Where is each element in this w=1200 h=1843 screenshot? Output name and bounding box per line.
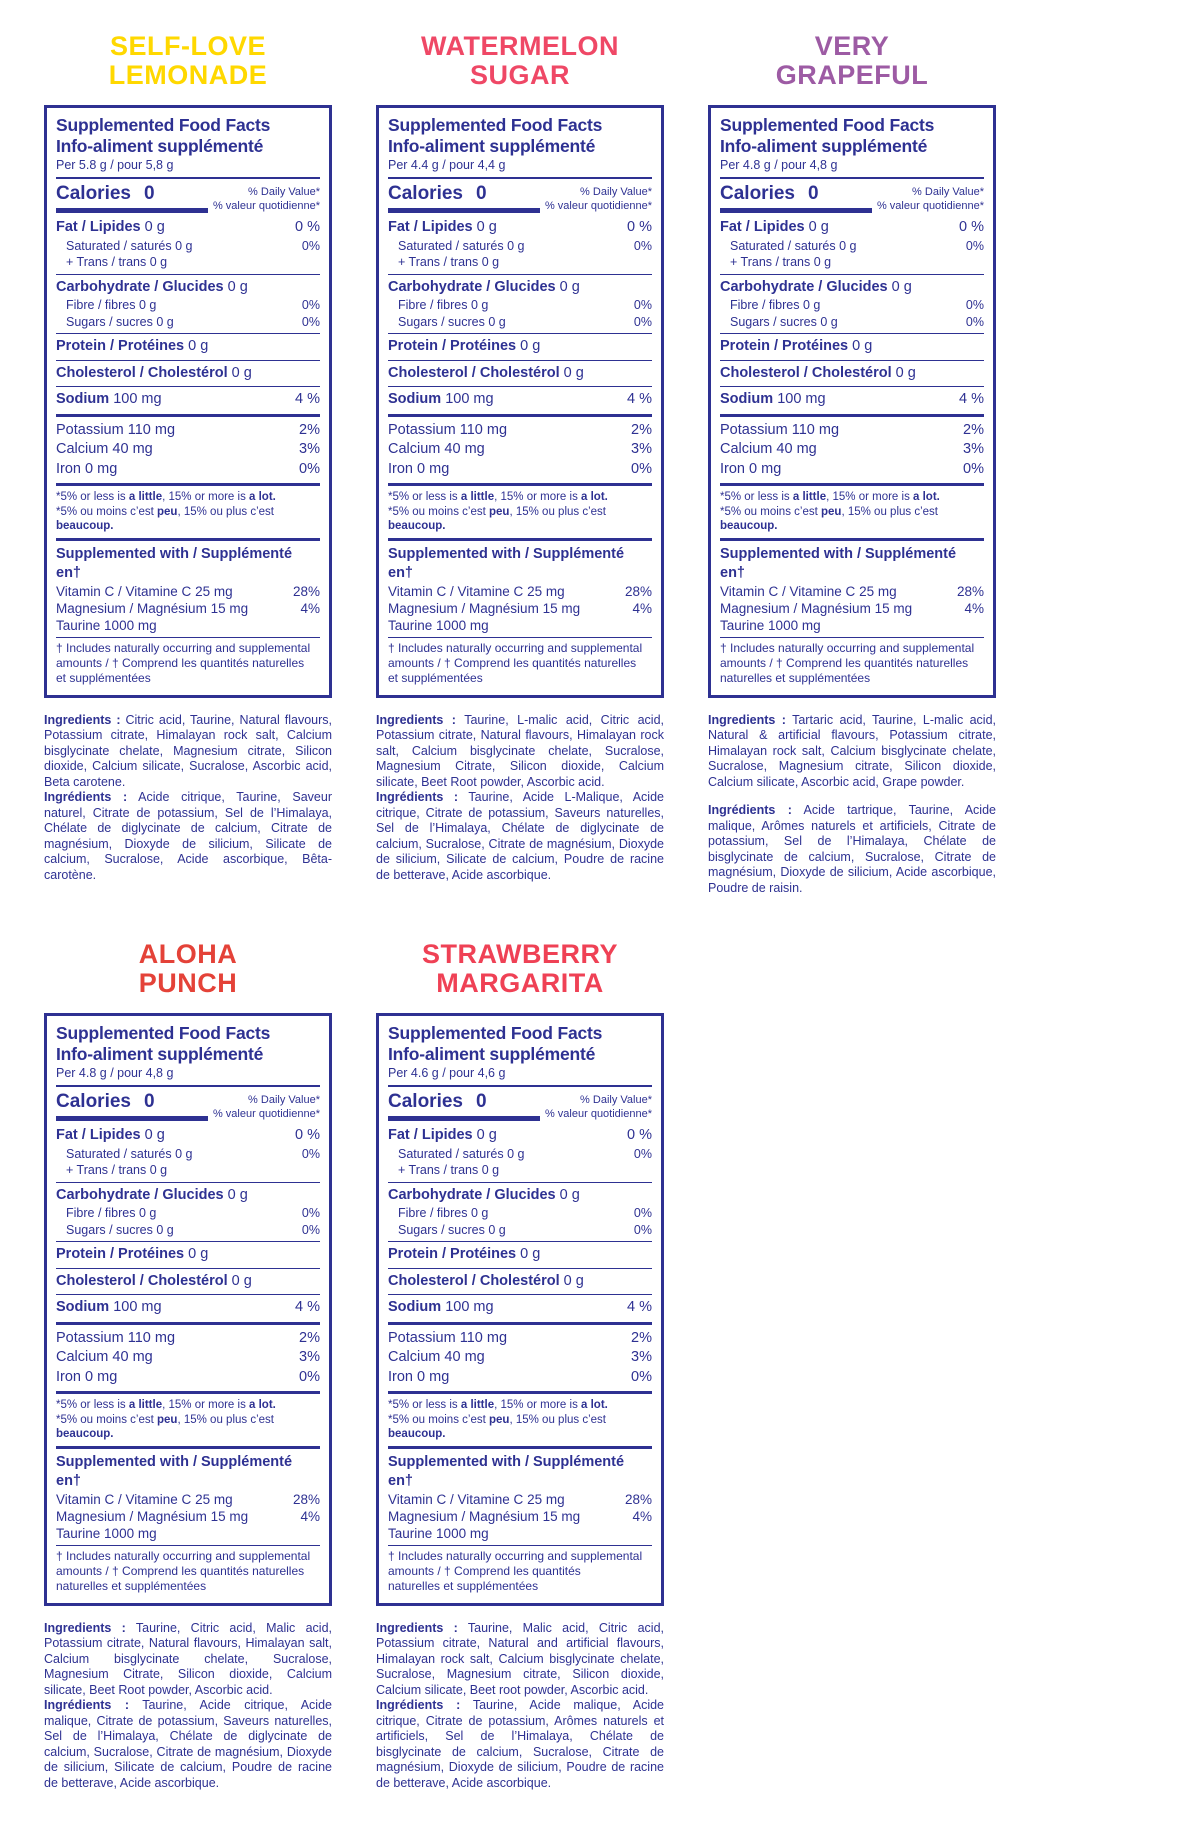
calories-underline <box>56 1116 208 1121</box>
divider <box>720 386 984 387</box>
nutrition-facts-panel <box>376 105 664 698</box>
divider <box>56 1085 320 1087</box>
ingredients-section <box>376 713 664 884</box>
divider <box>720 360 984 361</box>
ingredients-en: Ingredients : Taurine, L-malic acid, Citric acid, Potassium citrate, Natural flavours, Himalayan rock salt, Calcium bisglycinate chelate, Sucralose, Magnesium Citrate, Silicon dioxide, Calcium silicate, Beet Root powder, Ascorbic acid. <box>376 712 664 789</box>
calories-label: Calories 0 <box>388 1091 487 1112</box>
nutrient-row-carbohydrate: Carbohydrate / Glucides 0 g <box>720 278 912 295</box>
divider <box>388 1545 652 1546</box>
calories-label: Calories 0 <box>56 183 155 204</box>
divider <box>56 1446 320 1449</box>
nutrient-row-sugars: Sugars / sucres 0 g 0% <box>66 1222 320 1237</box>
nutrient-row-saturated: Saturated / saturés 0 g 0% <box>398 238 652 253</box>
nutrient-row-carbohydrate: Carbohydrate / Glucides 0 g <box>56 1186 248 1203</box>
nutrient-row-sugars: Sugars / sucres 0 g 0% <box>66 314 320 329</box>
divider <box>388 1182 652 1183</box>
calories-underline <box>388 208 540 213</box>
divider <box>388 414 652 417</box>
flavor-card <box>708 32 996 896</box>
flavor-title-line2: GRAPEFUL <box>775 60 929 90</box>
divider <box>388 333 652 334</box>
daily-value-footnote-fr: *5% ou moins c’est peu, 15% ou plus c’est beaucoup. <box>56 1413 274 1440</box>
panel-title-fr: Info-aliment supplémenté <box>388 135 596 156</box>
nutrient-row-sugars: Sugars / sucres 0 g 0% <box>730 314 984 329</box>
flavor-card <box>376 940 664 1791</box>
dagger-footnote: † Includes naturally occurring and supplemental amounts / † Comprend les quantités naturelles naturelles et supplémentées <box>56 1548 311 1593</box>
flavor-title-line2: SUGAR <box>469 60 570 90</box>
nutrient-row-cholesterol: Cholesterol / Cholestérol 0 g <box>720 364 916 381</box>
dagger-footnote: † Includes naturally occurring and supplemental amounts / † Comprend les quantités naturelles et supplémentées <box>388 640 643 685</box>
calories-underline <box>720 208 872 213</box>
supplemented-with-heading: Supplemented with / Supplémenté en† <box>56 1453 293 1489</box>
calories-row <box>56 183 320 213</box>
nutrient-row-fibre: Fibre / fibres 0 g 0% <box>730 298 984 312</box>
divider <box>388 1391 652 1394</box>
divider <box>388 1322 652 1325</box>
nutrient-row-carbohydrate: Carbohydrate / Glucides 0 g <box>56 278 248 295</box>
calories-block <box>56 183 208 213</box>
ingredients-fr: Ingrédients : Taurine, Acide malique, Acide citrique, Citrate de potassium, Arômes naturels et artificiels, Sel de l’Himalaya, Chélate de bisglycinate de calcium, Sucralose, Citrate de magnésium, Dioxyde de silicium, Poudre de racine de betterave, Acide ascorbique. <box>376 1698 664 1790</box>
divider <box>56 360 320 361</box>
flavor-title-line1: ALOHA <box>138 939 238 969</box>
panel-title-en: Supplemented Food Facts <box>388 1023 603 1043</box>
daily-value-footnote-fr: *5% ou moins c’est peu, 15% ou plus c’est beaucoup. <box>388 1413 606 1440</box>
flavor-title <box>708 32 996 90</box>
nutrient-row-cholesterol: Cholesterol / Cholestérol 0 g <box>56 1272 252 1289</box>
daily-value-footnote-en: *5% or less is a little, 15% or more is a lot. <box>388 491 608 503</box>
nutrient-row-saturated: Saturated / saturés 0 g 0% <box>730 238 984 253</box>
divider <box>56 1545 320 1546</box>
nutrient-row-sodium: Sodium 100 mg 4 % <box>720 391 984 407</box>
divider <box>388 1446 652 1449</box>
calories-value: 0 <box>143 1091 155 1112</box>
calories-label: Calories 0 <box>388 183 487 204</box>
ingredients-fr: Ingrédients : Taurine, Acide L-Malique, Acide citrique, Citrate de potassium, Saveurs naturelles, Sel de l’Himalaya, Chélate de diglycinate de calcium, Sucralose, Citrate de magnésium, Dioxyde de silicium, Silicate de calcium, Poudre de racine de betterave, Acide ascorbique. <box>376 790 664 882</box>
divider <box>388 637 652 638</box>
daily-value-fr: % valeur quotidienne* <box>212 199 320 212</box>
divider <box>388 1241 652 1242</box>
calories-row <box>56 1091 320 1121</box>
flavor-title <box>376 940 664 998</box>
divider <box>56 1391 320 1394</box>
supplement-row-vitamin-c: Vitamin C / Vitamine C 25 mg 28% <box>56 1491 320 1507</box>
daily-value-en: % Daily Value* <box>580 186 652 198</box>
nutrient-row-sugars: Sugars / sucres 0 g 0% <box>398 1222 652 1237</box>
nutrient-row-iron: Iron 0 mg 0% <box>388 460 652 477</box>
serving-size: Per 4.8 g / pour 4,8 g <box>720 158 838 172</box>
flavor-title-line2: PUNCH <box>138 968 238 998</box>
calories-block <box>388 183 540 213</box>
calories-underline <box>56 208 208 213</box>
daily-value-footnote-fr: *5% ou moins c’est peu, 15% ou plus c’est beaucoup. <box>388 505 606 532</box>
divider <box>720 538 984 541</box>
nutrient-row-cholesterol: Cholesterol / Cholestérol 0 g <box>388 364 584 381</box>
nutrient-row-carbohydrate: Carbohydrate / Glucides 0 g <box>388 1186 580 1203</box>
daily-value-footnote <box>388 1398 652 1442</box>
supplement-row-magnesium: Magnesium / Magnésium 15 mg 4% <box>56 600 320 616</box>
nutrient-row-cholesterol: Cholesterol / Cholestérol 0 g <box>388 1272 584 1289</box>
ingredients-en: Ingredients : Taurine, Citric acid, Malic acid, Potassium citrate, Natural flavours, Himalayan salt, Calcium bisglycinate chelate, Sucralose, Magnesium Citrate, Silicon dioxide, Calcium silicate, Beet Root powder, Ascorbic acid. <box>44 1620 332 1697</box>
daily-value-heading <box>213 183 320 213</box>
panel-title-fr: Info-aliment supplémenté <box>56 1043 264 1064</box>
nutrient-row-potassium: Potassium 110 mg 2% <box>56 421 320 438</box>
serving-size: Per 4.8 g / pour 4,8 g <box>56 1066 174 1080</box>
divider <box>56 538 320 541</box>
nutrient-row-potassium: Potassium 110 mg 2% <box>56 1329 320 1346</box>
nutrient-row-potassium: Potassium 110 mg 2% <box>388 421 652 438</box>
divider <box>388 360 652 361</box>
nutrient-row-saturated: Saturated / saturés 0 g 0% <box>398 1146 652 1161</box>
nutrition-facts-panel <box>708 105 996 698</box>
daily-value-heading <box>545 183 652 213</box>
nutrient-row-fibre: Fibre / fibres 0 g 0% <box>66 1206 320 1220</box>
divider <box>388 177 652 179</box>
nutrient-row-calcium: Calcium 40 mg 3% <box>720 441 984 457</box>
flavor-title-line2: MARGARITA <box>436 968 604 998</box>
nutrient-row-sodium: Sodium 100 mg 4 % <box>388 391 652 407</box>
labels-row-top <box>0 0 1200 896</box>
daily-value-footnote-en: *5% or less is a little, 15% or more is a lot. <box>388 1399 608 1411</box>
calories-underline <box>388 1116 540 1121</box>
daily-value-footnote-en: *5% or less is a little, 15% or more is a lot. <box>56 1399 276 1411</box>
daily-value-heading <box>213 1091 320 1121</box>
dagger-footnote: † Includes naturally occurring and supplemental amounts / † Comprend les quantités naturelles et supplémentées <box>56 640 311 685</box>
nutrient-row-fat: Fat / Lipides 0 g 0 % <box>56 1127 320 1143</box>
ingredients-fr: Ingrédients : Taurine, Acide citrique, Acide malique, Citrate de potassium, Saveurs naturelles, Sel de l’Himalaya, Chélate de diglycinate de calcium, Sucralose, Citrate de magnésium, Dioxyde de silicium, Silicate de calcium, Poudre de racine de betterave, Acide ascorbique. <box>44 1698 332 1790</box>
daily-value-footnote <box>388 490 652 534</box>
daily-value-footnote <box>56 490 320 534</box>
supplement-row-taurine: Taurine 1000 mg <box>388 1525 489 1541</box>
nutrient-row-fat: Fat / Lipides 0 g 0 % <box>56 219 320 235</box>
nutrient-row-fibre: Fibre / fibres 0 g 0% <box>66 298 320 312</box>
panel-title-fr: Info-aliment supplémenté <box>720 135 928 156</box>
nutrition-facts-panel <box>44 105 332 698</box>
divider <box>56 1241 320 1242</box>
divider <box>56 1322 320 1325</box>
calories-value: 0 <box>475 183 487 204</box>
divider <box>388 1294 652 1295</box>
flavor-title <box>44 940 332 998</box>
supplemented-with-heading: Supplemented with / Supplémenté en† <box>388 1453 625 1489</box>
daily-value-footnote <box>56 1398 320 1442</box>
daily-value-fr: % valeur quotidienne* <box>544 199 652 212</box>
supplement-row-taurine: Taurine 1000 mg <box>720 617 821 633</box>
ingredients-fr: Ingrédients : Acide tartrique, Taurine, Acide malique, Arômes naturels et artificiels, Citrate de potassium, Sel de l’Himalaya, Chélate de bisglycinate de calcium, Sucralose, Citrate de magnésium, Dioxyde de silicium, Acide ascorbique, Poudre de raisin. <box>708 803 996 895</box>
panel-title-en: Supplemented Food Facts <box>56 115 271 135</box>
nutrient-row-calcium: Calcium 40 mg 3% <box>388 1349 652 1365</box>
divider <box>388 1085 652 1087</box>
nutrient-row-trans: + Trans / trans 0 g <box>66 255 168 269</box>
serving-size: Per 4.6 g / pour 4,6 g <box>388 1066 506 1080</box>
panel-title-en: Supplemented Food Facts <box>388 115 603 135</box>
ingredients-section <box>44 713 332 884</box>
ingredients-section <box>708 713 996 897</box>
divider <box>388 538 652 541</box>
flavor-title-line1: STRAWBERRY <box>421 939 618 969</box>
nutrient-row-fibre: Fibre / fibres 0 g 0% <box>398 298 652 312</box>
labels-row-bottom <box>0 940 1200 1791</box>
divider <box>56 333 320 334</box>
divider <box>388 274 652 275</box>
nutrient-row-protein: Protein / Protéines 0 g <box>720 338 873 354</box>
nutrient-row-iron: Iron 0 mg 0% <box>56 460 320 477</box>
daily-value-en: % Daily Value* <box>248 186 320 198</box>
flavor-title-line1: SELF-LOVE <box>109 31 266 61</box>
supplemented-with-heading: Supplemented with / Supplémenté en† <box>56 545 293 581</box>
calories-row <box>720 183 984 213</box>
daily-value-heading <box>545 1091 652 1121</box>
nutrient-row-protein: Protein / Protéines 0 g <box>388 338 541 354</box>
nutrient-row-fat: Fat / Lipides 0 g 0 % <box>720 219 984 235</box>
daily-value-footnote <box>720 490 984 534</box>
daily-value-fr: % valeur quotidienne* <box>876 199 984 212</box>
nutrient-row-trans: + Trans / trans 0 g <box>730 255 832 269</box>
supplemented-with-heading: Supplemented with / Supplémenté en† <box>388 545 625 581</box>
daily-value-en: % Daily Value* <box>248 1094 320 1106</box>
supplement-row-magnesium: Magnesium / Magnésium 15 mg 4% <box>388 1508 652 1524</box>
supplement-row-magnesium: Magnesium / Magnésium 15 mg 4% <box>388 600 652 616</box>
divider <box>388 483 652 486</box>
divider <box>56 1268 320 1269</box>
supplement-row-vitamin-c: Vitamin C / Vitamine C 25 mg 28% <box>56 583 320 599</box>
ingredients-en: Ingredients : Citric acid, Taurine, Natural flavours, Potassium citrate, Himalayan rock salt, Calcium bisglycinate chelate, Magnesium citrate, Silicon dioxide, Calcium silicate, Sucralose, Ascorbic acid, Beta carotene. <box>44 712 332 789</box>
calories-value: 0 <box>475 1091 487 1112</box>
divider <box>720 274 984 275</box>
calories-label: Calories 0 <box>720 183 819 204</box>
calories-row <box>388 1091 652 1121</box>
nutrient-row-carbohydrate: Carbohydrate / Glucides 0 g <box>388 278 580 295</box>
nutrient-row-fat: Fat / Lipides 0 g 0 % <box>388 1127 652 1143</box>
nutrient-row-protein: Protein / Protéines 0 g <box>388 1246 541 1262</box>
panel-title-fr: Info-aliment supplémenté <box>388 1043 596 1064</box>
panel-title-en: Supplemented Food Facts <box>720 115 935 135</box>
supplement-row-vitamin-c: Vitamin C / Vitamine C 25 mg 28% <box>720 583 984 599</box>
nutrient-row-sodium: Sodium 100 mg 4 % <box>56 391 320 407</box>
nutrient-row-iron: Iron 0 mg 0% <box>388 1368 652 1385</box>
nutrient-row-calcium: Calcium 40 mg 3% <box>388 441 652 457</box>
flavor-title <box>376 32 664 90</box>
daily-value-en: % Daily Value* <box>912 186 984 198</box>
divider <box>388 386 652 387</box>
nutrient-row-trans: + Trans / trans 0 g <box>398 255 500 269</box>
nutrient-row-cholesterol: Cholesterol / Cholestérol 0 g <box>56 364 252 381</box>
divider <box>56 1182 320 1183</box>
nutrient-row-trans: + Trans / trans 0 g <box>398 1163 500 1177</box>
supplement-row-taurine: Taurine 1000 mg <box>56 1525 157 1541</box>
divider <box>56 637 320 638</box>
nutrient-row-iron: Iron 0 mg 0% <box>56 1368 320 1385</box>
flavor-card <box>44 32 332 883</box>
flavor-title-line2: LEMONADE <box>108 60 268 90</box>
serving-size: Per 4.4 g / pour 4,4 g <box>388 158 506 172</box>
nutrient-row-calcium: Calcium 40 mg 3% <box>56 1349 320 1365</box>
daily-value-footnote-en: *5% or less is a little, 15% or more is a lot. <box>56 491 276 503</box>
daily-value-footnote-fr: *5% ou moins c’est peu, 15% ou plus c’est beaucoup. <box>56 505 274 532</box>
flavor-title-line1: VERY <box>814 31 890 61</box>
calories-value: 0 <box>143 183 155 204</box>
nutrient-row-iron: Iron 0 mg 0% <box>720 460 984 477</box>
nutrition-facts-panel <box>376 1013 664 1606</box>
serving-size: Per 5.8 g / pour 5,8 g <box>56 158 174 172</box>
divider <box>56 483 320 486</box>
ingredients-section <box>44 1621 332 1792</box>
divider <box>56 414 320 417</box>
divider <box>56 274 320 275</box>
divider <box>388 1268 652 1269</box>
nutrient-row-sugars: Sugars / sucres 0 g 0% <box>398 314 652 329</box>
nutrient-row-calcium: Calcium 40 mg 3% <box>56 441 320 457</box>
daily-value-fr: % valeur quotidienne* <box>544 1107 652 1120</box>
divider <box>720 483 984 486</box>
nutrient-row-sodium: Sodium 100 mg 4 % <box>56 1299 320 1315</box>
calories-row <box>388 183 652 213</box>
nutrient-row-saturated: Saturated / saturés 0 g 0% <box>66 238 320 253</box>
calories-block <box>56 1091 208 1121</box>
divider <box>56 1294 320 1295</box>
nutrient-row-trans: + Trans / trans 0 g <box>66 1163 168 1177</box>
nutrient-row-fibre: Fibre / fibres 0 g 0% <box>398 1206 652 1220</box>
supplement-row-magnesium: Magnesium / Magnésium 15 mg 4% <box>720 600 984 616</box>
calories-label: Calories 0 <box>56 1091 155 1112</box>
divider <box>720 177 984 179</box>
ingredients-section <box>376 1621 664 1792</box>
dagger-footnote: † Includes naturally occurring and supplemental amounts / † Comprend les quantités naturelles naturelles et supplémentées <box>720 640 975 685</box>
supplement-row-vitamin-c: Vitamin C / Vitamine C 25 mg 28% <box>388 1491 652 1507</box>
flavor-title <box>44 32 332 90</box>
divider <box>56 177 320 179</box>
supplement-row-magnesium: Magnesium / Magnésium 15 mg 4% <box>56 1508 320 1524</box>
nutrient-row-protein: Protein / Protéines 0 g <box>56 338 209 354</box>
supplement-row-taurine: Taurine 1000 mg <box>388 617 489 633</box>
ingredients-en: Ingredients : Taurine, Malic acid, Citric acid, Potassium citrate, Natural and artificial flavours, Himalayan rock salt, Calcium bisglycinate chelate, Sucralose, Magnesium citrate, Silicon dioxide, Calcium silicate, Beet root powder, Ascorbic acid. <box>376 1620 664 1697</box>
flavor-card <box>376 32 664 883</box>
supplement-row-vitamin-c: Vitamin C / Vitamine C 25 mg 28% <box>388 583 652 599</box>
panel-title-en: Supplemented Food Facts <box>56 1023 271 1043</box>
panel-title-fr: Info-aliment supplémenté <box>56 135 264 156</box>
calories-block <box>388 1091 540 1121</box>
nutrient-row-potassium: Potassium 110 mg 2% <box>388 1329 652 1346</box>
nutrient-row-protein: Protein / Protéines 0 g <box>56 1246 209 1262</box>
nutrient-row-saturated: Saturated / saturés 0 g 0% <box>66 1146 320 1161</box>
ingredients-fr: Ingrédients : Acide citrique, Taurine, Saveur naturel, Citrate de potassium, Sel de l’Himalaya, Chélate de diglycinate de calcium, Citrate de magnésium, Dioxyde de silicium, Silicate de calcium, Sucralose, Acide ascorbique, Bêta-carotène. <box>44 790 332 882</box>
flavor-title-line1: WATERMELON <box>421 31 619 61</box>
divider <box>720 637 984 638</box>
daily-value-heading <box>877 183 984 213</box>
calories-block <box>720 183 872 213</box>
calories-value: 0 <box>807 183 819 204</box>
divider <box>720 333 984 334</box>
daily-value-en: % Daily Value* <box>580 1094 652 1106</box>
supplemented-with-heading: Supplemented with / Supplémenté en† <box>720 545 957 581</box>
nutrient-row-fat: Fat / Lipides 0 g 0 % <box>388 219 652 235</box>
supplement-row-taurine: Taurine 1000 mg <box>56 617 157 633</box>
daily-value-fr: % valeur quotidienne* <box>212 1107 320 1120</box>
ingredients-en: Ingredients : Tartaric acid, Taurine, L-malic acid, Natural & artificial flavours, Potassium citrate, Himalayan rock salt, Calcium bisglycinate chelate, Sucralose, Magnesium citrate, Silicon dioxide, Calcium silicate, Ascorbic acid, Grape powder. <box>708 712 996 789</box>
daily-value-footnote-en: *5% or less is a little, 15% or more is a lot. <box>720 491 940 503</box>
nutrient-row-sodium: Sodium 100 mg 4 % <box>388 1299 652 1315</box>
dagger-footnote: † Includes naturally occurring and supplemental amounts / † Comprend les quantités naturelles et supplémentées <box>388 1548 643 1593</box>
nutrient-row-potassium: Potassium 110 mg 2% <box>720 421 984 438</box>
divider <box>720 414 984 417</box>
daily-value-footnote-fr: *5% ou moins c’est peu, 15% ou plus c’est beaucoup. <box>720 505 938 532</box>
nutrition-facts-panel <box>44 1013 332 1606</box>
flavor-card <box>44 940 332 1791</box>
divider <box>56 386 320 387</box>
